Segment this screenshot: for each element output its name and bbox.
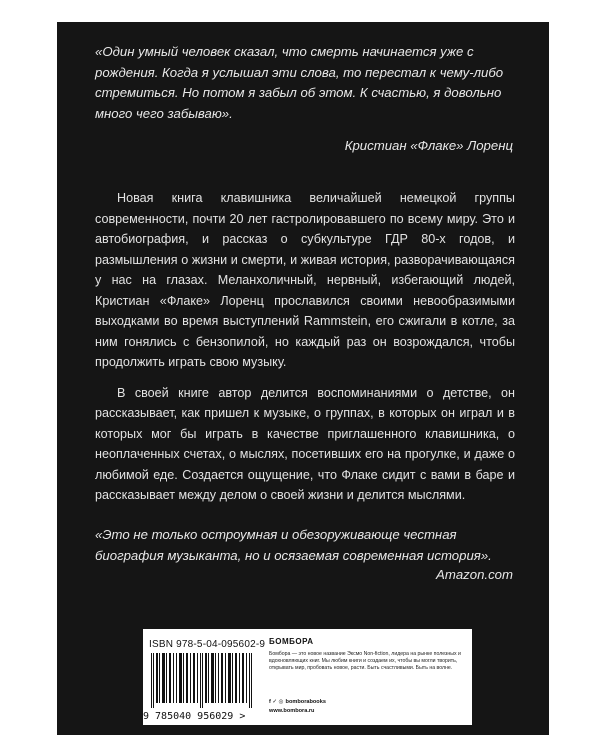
social-handle-text: bomborabooks: [285, 699, 326, 705]
review-quote: «Это не только остроумная и обезоруживающе честная биография музыканта, но и осязаемая современная история».: [95, 527, 492, 563]
barcode-digits: 9 785040 956029 >: [143, 711, 246, 722]
barcode-panel: [143, 629, 472, 725]
social-icons: f ✓ ◎: [269, 699, 284, 705]
description-paragraph-2: В своей книге автор делится воспоминаниями о детстве, он рассказывает, как пришел к музыке, о группах, в которых он играл и в которых мог бы играть в качестве приглашенного клавишника, о неоплаченных счетах, о мыслях, посетивших его на прогулке, и даже о любимой еде. Создается ощущение, что Флаке сидит с вами в баре и рассказывает между делом о своей жизни и делится мыслями.: [95, 385, 515, 502]
description-paragraph-1: Новая книга клавишника величайшей немецкой группы современности, почти 20 лет гастролировавшего по всему миру. Это и автобиография, и рассказ о субкультуре ГДР 80-х годов, и размышления о жизни и смерти, и живая история, разворачивающаяся у нас на глазах. Меланхоличный, нервный, избегающий людей, Кристиан «Флаке» Лоренц прославился своими невообразимыми выходками во время выступлений Rammstein, его сжигали в котле, за ним гонялись с бензопилой, но каждый раз он возрождался, чтобы продолжить играть свою музыку.: [95, 191, 515, 369]
description: [95, 188, 515, 516]
publisher-logo: БОМБОРА: [269, 637, 314, 646]
back-cover: [57, 22, 549, 735]
review-source: Amazon.com: [436, 567, 513, 582]
social-handle: [269, 699, 326, 705]
publisher-website: www.bombora.ru: [269, 708, 315, 714]
publisher-blurb: Бомбора — это новое название Эксмо Non-fiction, лидера на рынке полезных и вдохновляющих книг. Мы любим книги и создаем их, чтобы вы могли творить, открывать мир, пробовать новое, расти. Быть счастливыми. Быть на волне.: [269, 651, 461, 671]
barcode-icon: [149, 653, 259, 708]
isbn-label: ISBN 978-5-04-095602-9: [149, 639, 266, 650]
top-quote-author: Кристиан «Флаке» Лоренц: [344, 138, 513, 153]
top-quote: «Один умный человек сказал, что смерть начинается уже с рождения. Когда я услышал эти слова, то перестал к чему-либо стремиться. Но потом я забыл об этом. К счастью, я довольно много чего забываю».: [95, 44, 504, 121]
